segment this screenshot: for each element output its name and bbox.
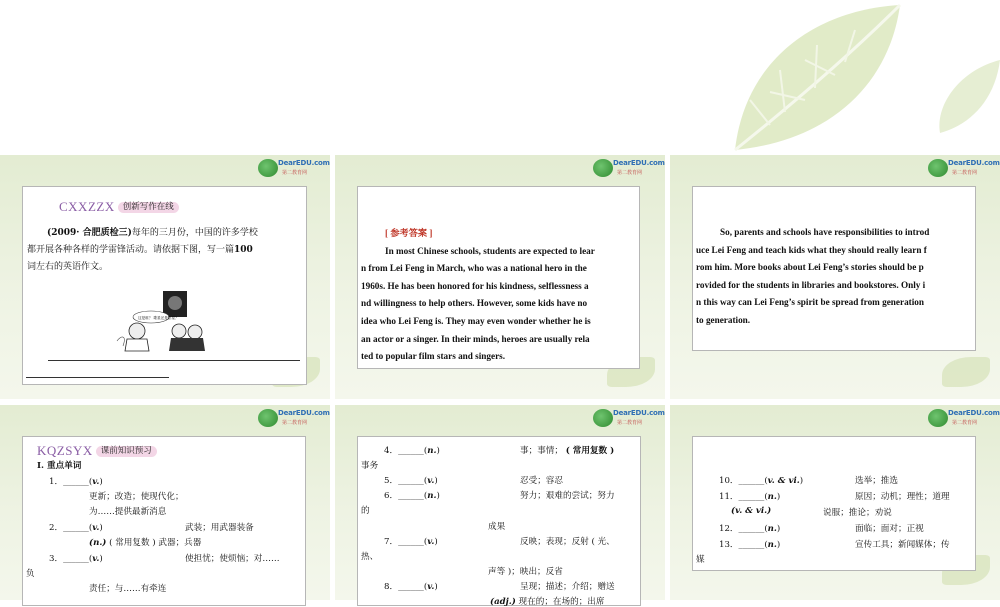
- part-of-speech: v.: [92, 523, 100, 533]
- dearedu-logo: [593, 407, 665, 429]
- definition: 武装；用武器装备: [185, 523, 254, 533]
- tag-code: KQZSYX: [37, 443, 93, 458]
- vocab-item-6: [384, 489, 440, 501]
- blank: ______(: [398, 446, 428, 456]
- vocab-item-2: [49, 521, 103, 533]
- definition-wrap: 负: [26, 569, 35, 579]
- part-of-speech: v.: [427, 476, 435, 486]
- definition-wrap: 声等 )；映出；反省: [488, 567, 563, 577]
- slide-6[interactable]: [670, 405, 1000, 600]
- logo-subtitle: 第二教育网: [952, 170, 978, 176]
- vocab-item-13: [719, 538, 780, 550]
- dearedu-logo: [593, 157, 665, 179]
- slide-3[interactable]: [670, 155, 1000, 399]
- dearedu-logo: [928, 157, 1000, 179]
- definition: 呈现；描述；介绍；赠送: [520, 582, 615, 592]
- item-number: 4．: [384, 446, 399, 456]
- tag-name: 创新写作在线: [118, 202, 179, 213]
- item-number: 1．: [49, 477, 64, 487]
- answer-continued-card: [692, 186, 976, 351]
- answer-line: In most Chinese schools, students are expected to lear: [385, 245, 595, 256]
- part-of-speech: n.: [427, 491, 437, 501]
- definition: 为……提供最新消息: [89, 507, 167, 517]
- answer-line-2: [26, 377, 169, 378]
- logo-brand: DearEDU.com: [613, 409, 665, 417]
- answer-line: rovided for the students in libraries and bookstores. Only i: [696, 279, 926, 290]
- prompt-line-3: 词左右的英语作文。: [27, 262, 109, 272]
- section-tag: [37, 444, 157, 458]
- section-tag: [59, 200, 179, 214]
- paren-close: ): [99, 477, 103, 487]
- definition: 努力；艰难的尝试；努力: [520, 491, 615, 501]
- logo-subtitle: 第二教育网: [617, 420, 643, 426]
- vocab-card: [357, 436, 641, 606]
- logo-subtitle: 第二教育网: [282, 420, 308, 426]
- item-number: 3．: [49, 554, 64, 564]
- item-number: 6．: [384, 491, 399, 501]
- part-of-speech: v.: [427, 537, 435, 547]
- answer-line: n from Lei Feng in March, who was a national hero in the: [361, 263, 587, 274]
- cartoon-illustration: [113, 291, 223, 353]
- blank: ______(: [63, 523, 93, 533]
- paren-close: ): [99, 523, 103, 533]
- speech-bubble-text: 这是谁？ 歌星还是影星？: [138, 316, 179, 320]
- slide-1[interactable]: [0, 155, 330, 399]
- paren-close: ): [436, 446, 440, 456]
- vocab-item-7: [384, 535, 438, 547]
- vocab-item-5: [384, 474, 438, 486]
- vocab-item-8: [384, 580, 438, 592]
- slide-5[interactable]: [335, 405, 665, 607]
- definition-wrap: 事务: [361, 461, 379, 471]
- definition: 更新；改造；使现代化；: [89, 492, 184, 502]
- prompt-line-1: 每年的三月份，中国的许多学校: [131, 228, 258, 238]
- item-number: 7．: [384, 537, 399, 547]
- logo-brand: DearEDU.com: [948, 409, 1000, 417]
- blank: ______(: [738, 492, 768, 502]
- part-of-speech: v. & vi.: [767, 476, 800, 486]
- definition-wrap: 媒: [696, 555, 705, 565]
- part-of-speech: (v. & vi.): [731, 506, 772, 516]
- answer-line: to generation.: [696, 314, 751, 325]
- logo-brand: DearEDU.com: [278, 159, 330, 167]
- answer-text: [696, 224, 974, 330]
- definition: 反映；表现；反射 ( 光、: [520, 537, 615, 547]
- part-of-speech: v.: [427, 582, 435, 592]
- blank: ______(: [398, 582, 428, 592]
- definition: 选举；推选: [855, 476, 898, 486]
- vocab-card: [692, 436, 976, 571]
- dearedu-logo: [258, 407, 330, 429]
- definition: 现在的；在场的；出席: [518, 597, 605, 607]
- logo-brand: DearEDU.com: [613, 159, 665, 167]
- vocab-item-1: [49, 475, 103, 487]
- vocab-item-10: [719, 474, 803, 486]
- definition: 说服；推论；劝说: [823, 508, 892, 518]
- definition-wrap: 的: [361, 506, 370, 516]
- answer-heading: [ 参考答案 ]: [385, 228, 433, 238]
- slide-2[interactable]: [335, 155, 665, 399]
- answer-line: nd willingness to help others. However, some kids have no: [361, 298, 588, 309]
- definition: 使担忧；使烦恼；对……: [185, 554, 280, 564]
- prompt-line-2: 都开展各种各样的学雷锋活动。请依据下图，写一篇: [27, 245, 235, 255]
- blank: ______(: [63, 554, 93, 564]
- logo-subtitle: 第二教育网: [952, 420, 978, 426]
- part-of-speech: n.: [767, 492, 777, 502]
- paren-close: ): [99, 554, 103, 564]
- blank: ______(: [738, 524, 768, 534]
- answer-line: an actor or a singer. In their minds, heroes are usually rela: [361, 333, 590, 344]
- dearedu-logo: [928, 407, 1000, 429]
- part-of-speech: v.: [92, 477, 100, 487]
- blank: ______(: [398, 491, 428, 501]
- part-of-speech: n.: [767, 524, 777, 534]
- leaf-decoration-top: [725, 0, 905, 155]
- section-heading: Ⅰ. 重点单词: [37, 461, 82, 471]
- paren-close: ): [436, 491, 440, 501]
- answer-line: 1960s. He has been honored for his kindness, selflessness a: [361, 280, 589, 291]
- item-number: 5．: [384, 476, 399, 486]
- logo-subtitle: 第二教育网: [617, 170, 643, 176]
- answer-line-1: [48, 360, 300, 361]
- definition-wrap: 热、: [361, 552, 379, 562]
- paren-close: ): [776, 540, 781, 550]
- definition: 原因；动机；理性；道理: [855, 492, 950, 502]
- word-count: 100: [234, 245, 253, 255]
- definition: ( 常用复数 ) 武器；兵器: [109, 538, 202, 548]
- paren-close: ): [434, 476, 438, 486]
- definition: 忍受；容忍: [520, 476, 563, 486]
- paren-close: ): [434, 582, 438, 592]
- prompt-source: (2009· 合肥质检三): [47, 228, 132, 238]
- blank: ______(: [398, 537, 428, 547]
- part-of-speech: n.: [767, 540, 777, 550]
- blank: ______(: [738, 476, 768, 486]
- part-of-speech: v.: [92, 554, 100, 564]
- part-of-speech: (n.): [89, 538, 107, 548]
- item-number: 13．: [719, 540, 739, 550]
- definition: 事；事情；: [520, 446, 563, 456]
- vocab-card: [22, 436, 306, 606]
- answer-line: So, parents and schools have responsibilities to introd: [720, 227, 930, 237]
- definition-wrap: 成果: [488, 522, 506, 532]
- item-number: 2．: [49, 523, 64, 533]
- slide-4[interactable]: [0, 405, 330, 600]
- paren-close: ): [799, 476, 804, 486]
- blank: ______(: [738, 540, 768, 550]
- logo-subtitle: 第二教育网: [282, 170, 308, 176]
- reference-answer-card: [357, 186, 640, 369]
- leaf-decoration: [942, 357, 990, 387]
- part-of-speech: (adj.): [490, 597, 516, 607]
- part-of-speech: n.: [427, 446, 437, 456]
- answer-line: uce Lei Feng and teach kids what they should really learn f: [696, 244, 927, 255]
- answer-line: n this way can Lei Feng’s spirit be spread from generation: [696, 297, 924, 308]
- blank: ______(: [63, 477, 93, 487]
- leaf-decoration-right: [930, 55, 1000, 135]
- writing-prompt: [27, 225, 303, 276]
- item-number: 12．: [719, 524, 739, 534]
- definition-note: ( 常用复数 ): [565, 446, 615, 456]
- answer-line: ted to popular film stars and singers.: [361, 351, 506, 362]
- writing-task-card: [22, 186, 307, 385]
- paren-close: ): [776, 524, 781, 534]
- vocab-item-12: [719, 522, 780, 534]
- definition: 责任；与……有牵连: [89, 584, 167, 594]
- item-number: 10．: [719, 476, 739, 486]
- definition: 宣传工具；新闻媒体；传: [855, 540, 950, 550]
- definition: 面临；面对；正视: [855, 524, 924, 534]
- item-number: 11．: [719, 492, 739, 502]
- tag-code: CXXZZX: [59, 199, 115, 214]
- blank: ______(: [398, 476, 428, 486]
- item-number: 8．: [384, 582, 399, 592]
- vocab-item-3: [49, 552, 103, 564]
- vocab-item-11: [719, 490, 780, 502]
- paren-close: ): [776, 492, 781, 502]
- answer-text: [361, 225, 638, 366]
- logo-brand: DearEDU.com: [278, 409, 330, 417]
- tag-name: 课前知识预习: [96, 446, 157, 457]
- dearedu-logo: [258, 157, 330, 179]
- paren-close: ): [434, 537, 438, 547]
- answer-line: rom him. More books about Lei Feng’s stories should be p: [696, 262, 924, 273]
- answer-line: idea who Lei Feng is. They may even wonder whether he is: [361, 315, 591, 326]
- logo-brand: DearEDU.com: [948, 159, 1000, 167]
- vocab-item-4: [384, 444, 440, 456]
